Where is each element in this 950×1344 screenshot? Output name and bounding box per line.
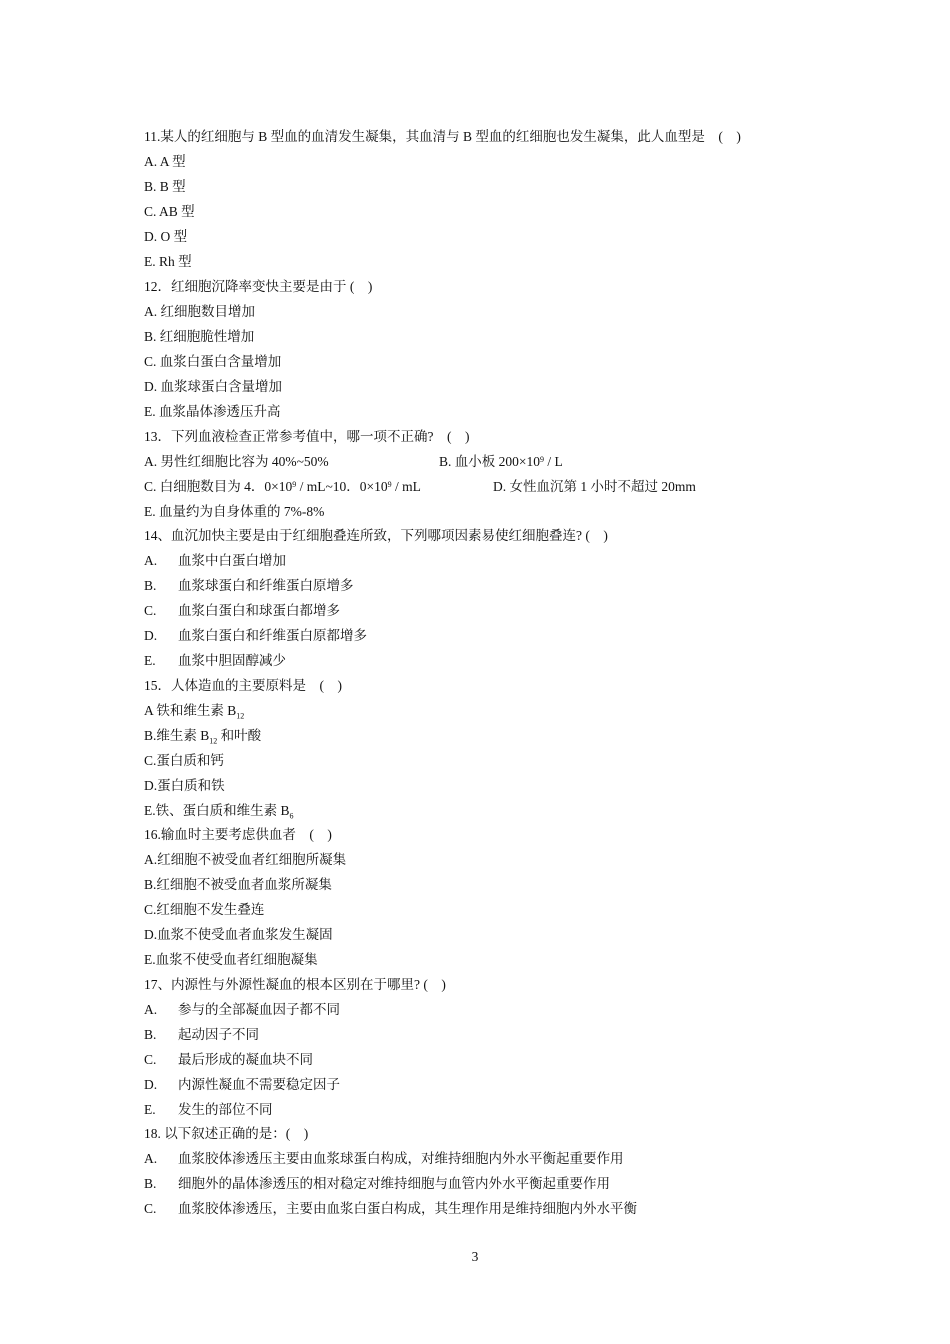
q14-option-a: A. 血浆中白蛋白增加 (144, 553, 286, 568)
page-number: 3 (471, 1249, 479, 1264)
q13-option-d: D. 女性血沉第 1 小时不超过 20mm (493, 479, 696, 494)
question-11-stem: 11.某人的红细胞与 B 型血的血清发生凝集，其血清与 B 型血的红细胞也发生凝集，此人血型是 ( ) (144, 129, 741, 144)
q14-option-b: B. 血浆球蛋白和纤维蛋白原增多 (144, 578, 354, 593)
q13-option-b: B. 血小板 $200\times 10^9 / L$ (439, 454, 563, 469)
q12-option-e: E. 血浆晶体渗透压升高 (144, 404, 281, 419)
q15-option-e: E.铁、蛋白质和维生素 $B_6$ (144, 803, 294, 821)
q14-option-e: E. 血浆中胆固醇减少 (144, 653, 286, 668)
q16-option-c: C.红细胞不发生叠连 (144, 902, 265, 917)
q16-option-e: E.血浆不使受血者红细胞凝集 (144, 952, 318, 967)
q11-option-a: A. A 型 (144, 154, 186, 169)
q17-option-b: B. 起动因子不同 (144, 1027, 259, 1042)
q12-option-d: D. 血浆球蛋白含量增加 (144, 379, 282, 394)
question-13-stem: 13．下列血液检查正常参考值中，哪一项不正确? ( ) (144, 429, 470, 444)
question-14-stem: 14、血沉加快主要是由于红细胞叠连所致，下列哪项因素易使红细胞叠连? ( ) (144, 528, 608, 543)
q15-option-b: B.维生素 $B_{12}$ 和叶酸 (144, 728, 262, 746)
q17-option-e: E. 发生的部位不同 (144, 1102, 273, 1117)
q18-option-a: A. 血浆胶体渗透压主要由血浆球蛋白构成，对维持细胞内外水平衡起重要作用 (144, 1151, 624, 1166)
q14-option-c: C. 血浆白蛋白和球蛋白都增多 (144, 603, 340, 618)
q14-option-d: D. 血浆白蛋白和纤维蛋白原都增多 (144, 628, 367, 643)
q12-option-c: C. 血浆白蛋白含量增加 (144, 354, 282, 369)
q15-option-d: D.蛋白质和铁 (144, 778, 225, 793)
q16-option-a: A.红细胞不被受血者红细胞所凝集 (144, 852, 347, 867)
q11-option-b: B. B 型 (144, 179, 186, 194)
q18-option-b: B. 细胞外的晶体渗透压的相对稳定对维持细胞与血管内外水平衡起重要作用 (144, 1176, 610, 1191)
question-16-stem: 16.输血时主要考虑供血者 ( ) (144, 827, 332, 842)
q12-option-b: B. 红细胞脆性增加 (144, 329, 255, 344)
q13-option-e: E. 血量约为自身体重的 7%-8% (144, 504, 325, 519)
q11-option-e: E. Rh 型 (144, 254, 192, 269)
question-12-stem: 12．红细胞沉降率变快主要是由于 ( ) (144, 279, 373, 294)
q11-option-c: C. AB 型 (144, 204, 195, 219)
q11-option-d: D. O 型 (144, 229, 188, 244)
question-15-stem: 15．人体造血的主要原料是 ( ) (144, 678, 342, 693)
q18-option-c: C. 血浆胶体渗透压，主要由血浆白蛋白构成，其生理作用是维持细胞内外水平衡 (144, 1201, 637, 1216)
question-17-stem: 17、内源性与外源性凝血的根本区别在于哪里? ( ) (144, 977, 446, 992)
q17-option-d: D. 内源性凝血不需要稳定因子 (144, 1077, 340, 1092)
q12-option-a: A. 红细胞数目增加 (144, 304, 255, 319)
q16-option-b: B.红细胞不被受血者血浆所凝集 (144, 877, 332, 892)
q13-option-c: C. 白细胞数目为 4．$0\times 10^9$ / mL~10．$0\times 10^9$ / mL (144, 479, 421, 494)
q15-option-c: C.蛋白质和钙 (144, 753, 224, 768)
q13-option-a: A. 男性红细胞比容为 40%~50% (144, 454, 329, 469)
question-18-stem: 18. 以下叙述正确的是：( ) (144, 1126, 309, 1141)
q15-option-a: A 铁和维生素 $B_{12}$ (144, 703, 245, 721)
q17-option-a: A. 参与的全部凝血因子都不同 (144, 1002, 340, 1017)
q17-option-c: C. 最后形成的凝血块不同 (144, 1052, 313, 1067)
q16-option-d: D.血浆不使受血者血浆发生凝固 (144, 927, 333, 942)
